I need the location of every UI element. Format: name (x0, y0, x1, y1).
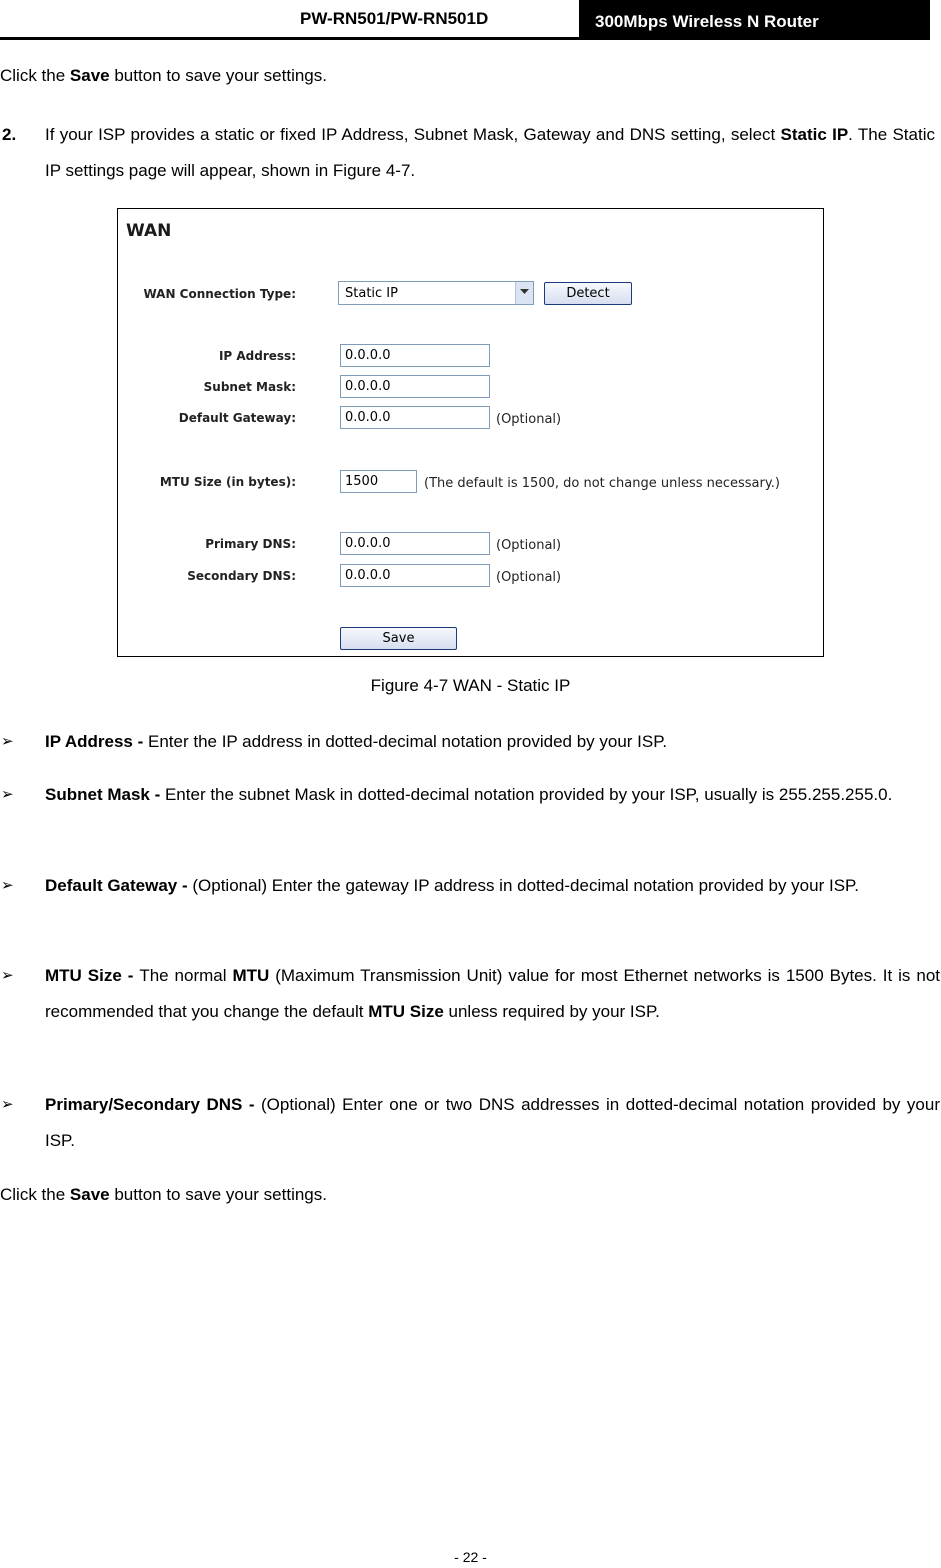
bullet-arrow-icon: ➢ (1, 786, 14, 803)
bullet-arrow-icon: ➢ (1, 877, 14, 894)
ip-address-field[interactable]: 0.0.0.0 (340, 344, 490, 367)
primary-dns-field[interactable]: 0.0.0.0 (340, 532, 490, 555)
step-number: 2. (2, 125, 17, 144)
bullet-description: (Optional) Enter one or two DNS addresses in dotted-decimal notation provided by your ISP. (45, 1095, 940, 1150)
bullet-arrow-icon: ➢ (1, 733, 14, 750)
figure-caption: Figure 4-7 WAN - Static IP (370, 676, 571, 695)
connection-type-label: WAN Connection Type: (143, 287, 296, 301)
step-text (45, 117, 935, 189)
mtu-default-note: (The default is 1500, do not change unless necessary.) (424, 476, 780, 491)
outro-suffix: button to save your settings. (109, 1185, 327, 1204)
page-header (0, 0, 930, 40)
wan-title: WAN (126, 221, 172, 241)
secondary-dns-label: Secondary DNS: (187, 569, 296, 583)
primary-dns-label: Primary DNS: (205, 537, 296, 551)
secondary-dns-optional-note: (Optional) (496, 570, 562, 585)
bullet-description: (Optional) Enter the gateway IP address in dotted-decimal notation provided by your ISP. (192, 876, 859, 895)
outro-paragraph (0, 1177, 327, 1213)
connection-type-value: Static IP (345, 286, 398, 301)
detect-button[interactable]: Detect (544, 282, 632, 305)
bullet-mtu-term: MTU (232, 966, 270, 985)
mtu-size-label: MTU Size (in bytes): (159, 475, 296, 489)
step-text-a: If your ISP provides a static or fixed IP Address, Subnet Mask, Gateway and DNS setting, select (45, 125, 781, 144)
bullet-term: Subnet Mask - (45, 785, 165, 804)
primary-dns-optional-note: (Optional) (496, 538, 562, 553)
outro-save-term: Save (69, 1185, 110, 1204)
bullet-description: Enter the IP address in dotted-decimal notation provided by your ISP. (147, 732, 668, 751)
bullet-arrow-icon: ➢ (1, 1096, 14, 1113)
page-number: - 22 - (454, 1549, 487, 1565)
bullet-text (45, 958, 940, 1030)
ip-address-label: IP Address: (218, 349, 296, 363)
bullet-text (45, 868, 940, 904)
default-gateway-label: Default Gateway: (178, 411, 296, 425)
connection-type-select[interactable] (338, 281, 534, 305)
gateway-optional-note: (Optional) (496, 412, 562, 427)
chevron-down-icon[interactable] (515, 282, 533, 304)
step-text-b: . The Static IP settings page will appear, shown in Figure 4-7. (45, 125, 935, 180)
intro-suffix: button to save your settings. (109, 66, 327, 85)
mtu-size-field[interactable]: 1500 (340, 470, 417, 493)
bullet-description-a: The normal (139, 966, 233, 985)
bullet-term: IP Address - (45, 732, 148, 751)
bullet-term: MTU Size - (45, 966, 140, 985)
bullet-description-c: unless required by your ISP. (443, 1002, 660, 1021)
bullet-description: Enter the subnet Mask in dotted-decimal notation provided by your ISP, usually is 255.255.255.0. (164, 785, 893, 804)
bullet-mtu-size-term: MTU Size (368, 1002, 444, 1021)
product-name: 300Mbps Wireless N Router (579, 0, 930, 38)
bullet-term: Primary/Secondary DNS - (45, 1095, 262, 1114)
bullet-arrow-icon: ➢ (1, 967, 14, 984)
intro-save-term: Save (69, 66, 110, 85)
subnet-mask-label: Subnet Mask: (203, 380, 296, 394)
intro-prefix: Click the (0, 66, 70, 85)
bullet-text (45, 724, 940, 760)
bullet-text (45, 777, 940, 813)
bullet-term: Default Gateway - (45, 876, 193, 895)
bullet-description-b: (Maximum Transmission Unit) value for most Ethernet networks is 1500 Bytes. It is not recommended that you change the default (45, 966, 940, 1021)
bullet-text (45, 1087, 940, 1159)
header-rule (0, 37, 930, 40)
save-button[interactable]: Save (340, 627, 457, 650)
wan-settings-figure (117, 208, 824, 657)
step-static-ip-term: Static IP (780, 125, 849, 144)
model-name: PW-RN501/PW-RN501D (300, 9, 489, 28)
subnet-mask-field[interactable]: 0.0.0.0 (340, 375, 490, 398)
default-gateway-field[interactable]: 0.0.0.0 (340, 406, 490, 429)
secondary-dns-field[interactable]: 0.0.0.0 (340, 564, 490, 587)
outro-prefix: Click the (0, 1185, 70, 1204)
intro-paragraph (0, 58, 327, 94)
